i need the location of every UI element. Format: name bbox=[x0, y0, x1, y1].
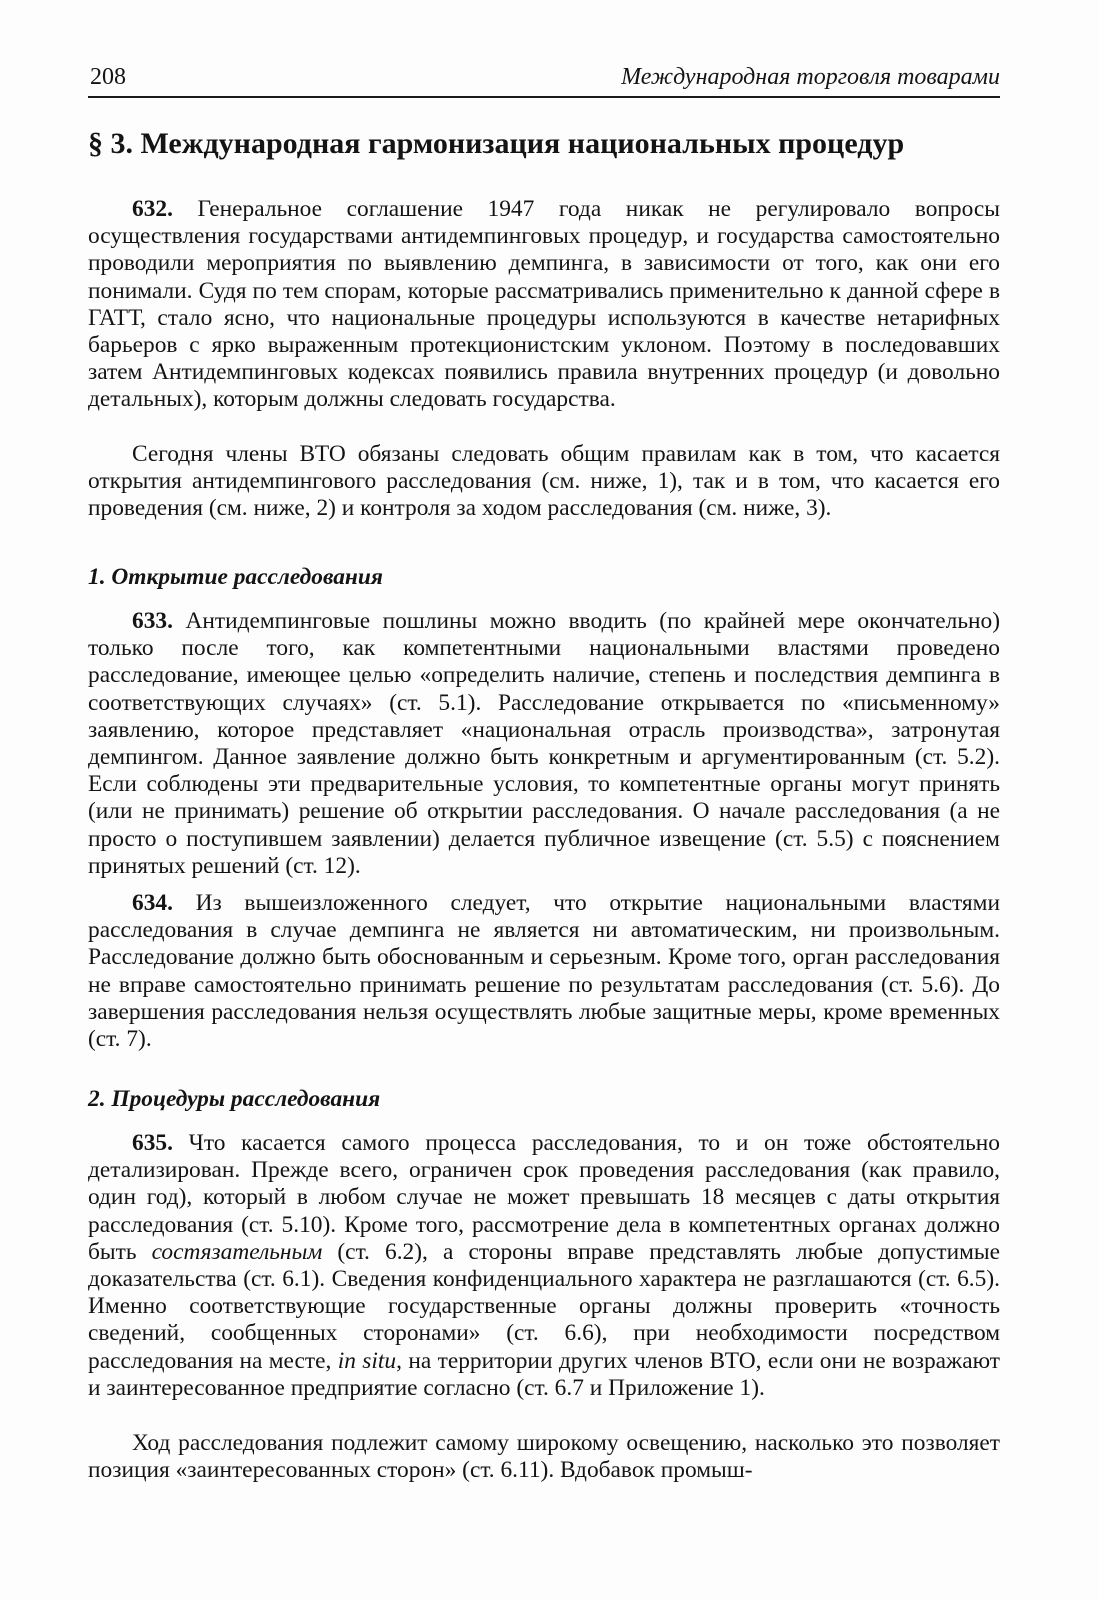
paragraph-text: Что касается самого процесса расследования, то и он тоже обстоятельно детализирован. Прежде всего, ограничен срок проведения расследования (как правило, один год), который в любом случае не может превышать 18 месяцев с даты открытия расследования (ст. 5.10). Кроме того, рассмотрение дела в компетентных органах должно быть bbox=[88, 1130, 1000, 1265]
paragraph-text: , на территории других членов ВТО, если они не возражают и заинтересованное предприятие согласно (ст. 6.7 и Приложение 1). bbox=[88, 1347, 1000, 1401]
emphasis-adversarial: состязательным bbox=[151, 1238, 323, 1265]
paragraph-number: 632. bbox=[132, 196, 173, 222]
page-number: 208 bbox=[90, 64, 126, 90]
paragraph-635-continued: Ход расследования подлежит самому широкому освещению, насколько это позволяет позиция «заинтересованных сторон» (ст. 6.11). Вдобавок промыш- bbox=[88, 1430, 1000, 1484]
paragraph-635 bbox=[88, 1130, 1000, 1402]
paragraph-text: (ст. 6.2), а стороны вправе представлять любые допустимые доказательства (ст. 6.1). Сведения конфиденциального характера не разглашаются (ст. 6.5). Именно соответствующие государственные органы должны проверить «точность сведений, сообщенных сторонами» (ст. 6.6), при необходимости посредством расследования на месте, bbox=[88, 1238, 1000, 1374]
section-title: § 3. Международная гармонизация национальных процедур bbox=[88, 127, 905, 160]
subsection-heading-procedures: 2. Процедуры расследования bbox=[88, 1086, 381, 1112]
paragraph-number: 635. bbox=[132, 1130, 173, 1156]
paragraph-number: 634. bbox=[132, 890, 173, 916]
subsection-heading-opening: 1. Открытие расследования bbox=[88, 564, 383, 590]
paragraph-632-continued: Сегодня члены ВТО обязаны следовать общим правилам как в том, что касается открытия антидемпингового расследования (см. ниже, 1), так и в том, что касается его проведения (см. ниже, 2) и контроля за ходом расследования (см. ниже, 3). bbox=[88, 441, 1000, 522]
paragraph-632 bbox=[88, 196, 1000, 414]
running-header bbox=[88, 62, 1000, 98]
paragraph-text: Из вышеизложенного следует, что открытие национальными властями расследования в случае демпинга не является ни автоматическим, ни произвольным. Расследование должно быть обоснованным и серьезным. Кроме того, орган расследования не вправе самостоятельно принимать решение по результатам расследования (ст. 5.6). До завершения расследования нельзя осуществлять любые защитные меры, кроме временных (ст. 7). bbox=[88, 890, 1000, 1053]
paragraph-text: Антидемпинговые пошлины можно вводить (по крайней мере окончательно) только после того, как компетентными национальными властями проведено расследование, имеющее целью «определить наличие, степень и последствия демпинга в соответствующих случаях» (ст. 5.1). Расследование открывается по «письменному» заявлению, которое представляет «национальная отрасль производства», затронутая демпингом. Данное заявление должно быть конкретным и аргументированным (ст. 5.2). Если соблюдены эти предварительные условия, то компетентные органы могут принять (или не принимать) решение об открытии расследования. О начале расследования (а не просто о поступившем заявлении) делается публичное извещение (ст. 5.5) с пояснением принятых решений (ст. 12). bbox=[88, 608, 1000, 879]
paragraph-text: Генеральное соглашение 1947 года никак не регулировало вопросы осуществления государствами антидемпинговых процедур, и государства самостоятельно проводили мероприятия по выявлению демпинга, в зависимости от того, как они его понимали. Судя по тем спорам, которые рассматривались применительно к данной сфере в ГАТТ, стало ясно, что национальные процедуры используются в качестве нетарифных барьеров с ярко выраженным протекционистским уклоном. Поэтому в последовавших затем Антидемпинговых кодексах появились правила внутренних процедур (и довольно детальных), которым должны следовать государства. bbox=[88, 196, 1000, 413]
running-title: Международная торговля товарами bbox=[621, 64, 1000, 90]
emphasis-in-situ: in situ bbox=[337, 1347, 397, 1374]
paragraph-633 bbox=[88, 608, 1000, 880]
paragraph-number: 633. bbox=[132, 608, 173, 634]
paragraph-634 bbox=[88, 890, 1000, 1053]
